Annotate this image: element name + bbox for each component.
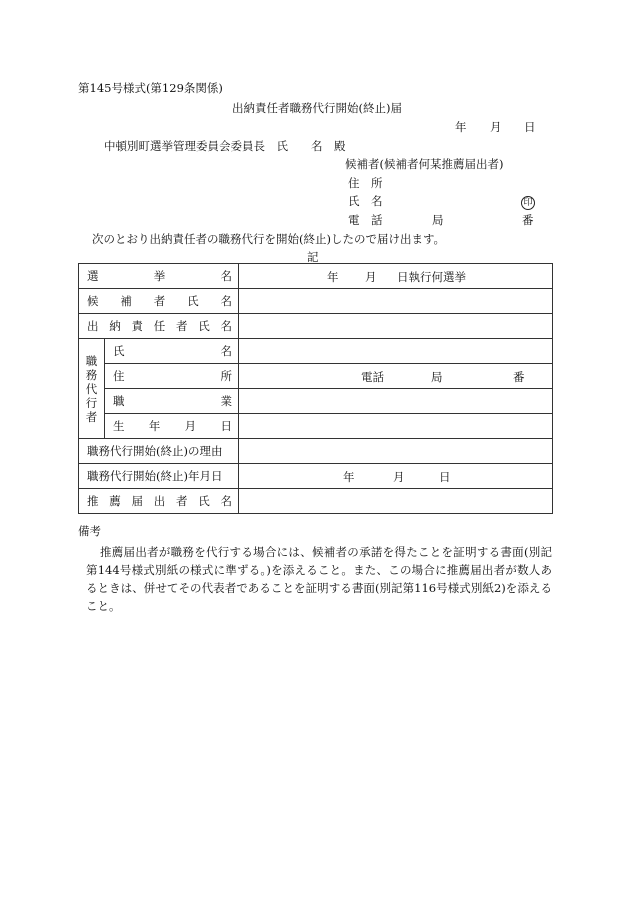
applicant-address-label: 住 所	[348, 176, 383, 190]
deputy-birth-label: 生 年 月 日	[113, 419, 232, 433]
remarks-text: 推薦届出者が職務を代行する場合には、候補者の承諾を得たことを証明する書面(別記第144号様式別紙の様式に準ずる。)を添えること。また、この場合に推薦届出者が数人あるときは、併せてその代表者であることを証明する書面(別記第116号様式別紙2)を添えること。	[86, 545, 552, 613]
row-deputy-name	[79, 339, 553, 364]
date-value-month: 月	[393, 470, 405, 484]
treasurer-label-char-6: 名	[220, 319, 232, 333]
deputy-label	[79, 339, 105, 439]
date-day: 日	[524, 120, 536, 134]
row-treasurer	[79, 314, 553, 339]
candidate-label-char-0: 候	[87, 294, 99, 308]
deputy-name-value	[239, 339, 553, 364]
remarks-heading: 備考	[78, 524, 101, 538]
date-value-day: 日	[439, 470, 451, 484]
candidate-value	[239, 289, 553, 314]
row-deputy-birth	[79, 414, 553, 439]
recommender-label-char-6: 名	[220, 494, 232, 508]
deputy-label-char-1: 務	[85, 367, 98, 382]
form-title: 出納責任者職務代行開始(終止)届	[232, 101, 402, 115]
deputy-birth-value	[239, 414, 553, 439]
election-year: 年	[327, 270, 339, 284]
recommender-label-char-2: 届	[131, 494, 143, 508]
recommender-label	[87, 493, 232, 509]
row-candidate	[79, 289, 553, 314]
applicant-phone-kyoku: 局	[432, 213, 444, 227]
candidate-label	[87, 293, 232, 309]
candidate-label-char-4: 名	[220, 294, 232, 308]
recommender-value	[239, 489, 553, 514]
date-label: 職務代行開始(終止)年月日	[87, 469, 223, 483]
deputy-phone-label: 電話	[361, 370, 384, 384]
recommender-label-char-1: 薦	[109, 494, 121, 508]
candidate-label-char-1: 補	[120, 294, 132, 308]
row-deputy-address	[79, 364, 553, 389]
form-number: 第145号様式(第129条関係)	[78, 81, 223, 95]
treasurer-label-char-2: 責	[131, 319, 143, 333]
seal-icon: 印	[521, 196, 535, 210]
election-month: 月	[365, 270, 377, 284]
applicant-phone-ban: 番	[522, 213, 534, 227]
row-recommender	[79, 489, 553, 514]
deputy-address-label	[113, 368, 232, 384]
reason-label: 職務代行開始(終止)の理由	[87, 444, 223, 458]
recommender-label-char-3: 出	[153, 494, 166, 508]
election-label-char-2: 名	[220, 269, 232, 283]
recommender-label-char-5: 氏	[198, 494, 210, 508]
deputy-address-label-char-0: 住	[113, 369, 125, 383]
ki-mark: 記	[307, 250, 319, 264]
deputy-name-label	[113, 343, 232, 359]
deputy-phone-ban: 番	[513, 370, 525, 384]
election-value	[239, 264, 553, 289]
date-value-year: 年	[343, 470, 355, 484]
intro-text: 次のとおり出納責任者の職務代行を開始(終止)したので届け出ます。	[92, 232, 446, 246]
addressee: 中頓別町選挙管理委員会委員長 氏 名 殿	[104, 139, 346, 153]
date-value	[239, 464, 553, 489]
recommender-label-char-0: 推	[87, 494, 99, 508]
election-label-char-1: 挙	[153, 269, 166, 283]
applicant-heading: 候補者(候補者何某推薦届出者)	[345, 157, 504, 171]
treasurer-label	[87, 318, 232, 334]
election-rest: 日執行何選挙	[397, 270, 466, 284]
applicant-name-label: 氏 名	[348, 194, 383, 208]
treasurer-label-char-3: 任	[153, 319, 166, 333]
row-date	[79, 464, 553, 489]
treasurer-label-char-0: 出	[87, 319, 99, 333]
deputy-address-value	[239, 364, 553, 389]
treasurer-label-char-5: 氏	[198, 319, 210, 333]
candidate-label-char-2: 者	[153, 294, 166, 308]
deputy-name-label-char-0: 氏	[113, 344, 125, 358]
date-month: 月	[490, 120, 502, 134]
date-year: 年	[455, 120, 467, 134]
deputy-job-label-char-0: 職	[113, 394, 125, 408]
election-label-char-0: 選	[87, 269, 99, 283]
row-reason	[79, 439, 553, 464]
applicant-phone-label: 電 話	[348, 213, 383, 227]
deputy-phone-kyoku: 局	[431, 370, 443, 384]
recommender-label-char-4: 者	[176, 494, 188, 508]
deputy-label-char-3: 行	[85, 395, 98, 410]
notification-table	[78, 263, 553, 514]
deputy-address-label-char-1: 所	[220, 369, 232, 383]
treasurer-label-char-1: 納	[109, 319, 121, 333]
deputy-job-value	[239, 389, 553, 414]
treasurer-value	[239, 314, 553, 339]
deputy-label-char-4: 者	[85, 409, 98, 424]
row-election	[79, 264, 553, 289]
deputy-job-label	[113, 393, 232, 409]
candidate-label-char-3: 氏	[187, 294, 199, 308]
treasurer-label-char-4: 者	[176, 319, 188, 333]
row-deputy-job	[79, 389, 553, 414]
deputy-name-label-char-1: 名	[220, 344, 232, 358]
deputy-job-label-char-1: 業	[220, 394, 232, 408]
reason-value	[239, 439, 553, 464]
deputy-label-char-2: 代	[85, 381, 98, 396]
deputy-label-char-0: 職	[85, 353, 98, 368]
election-label	[87, 268, 232, 284]
